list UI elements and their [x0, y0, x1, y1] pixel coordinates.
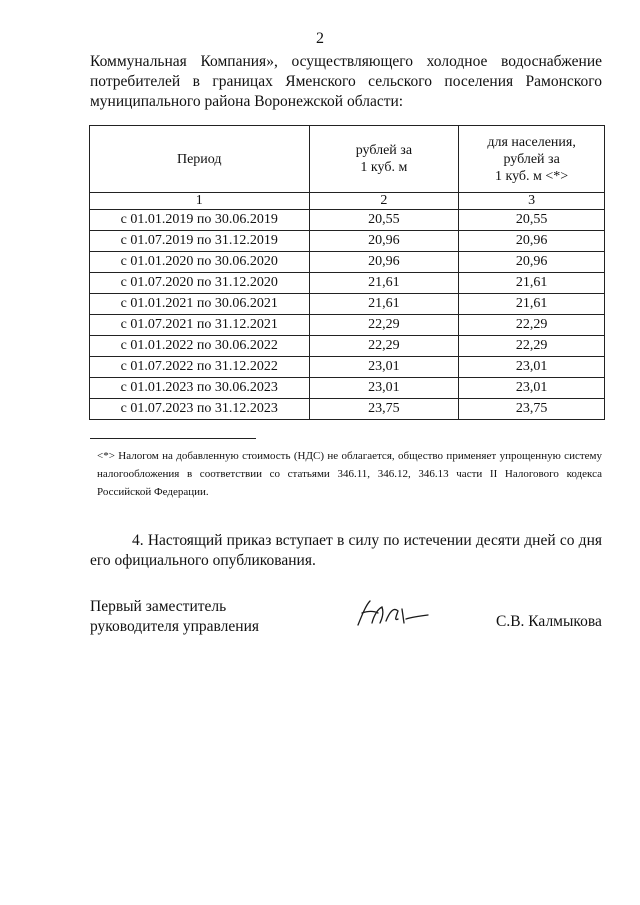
- column-number: 3: [459, 193, 605, 210]
- table-row: [90, 252, 605, 273]
- header-rubles-line1: рублей за: [355, 143, 413, 158]
- table-row: [90, 399, 605, 420]
- cell-period: с 01.01.2022 по 30.06.2022: [90, 336, 310, 357]
- signer-title-line2: руководителя управления: [90, 618, 260, 635]
- handwritten-signature: [352, 597, 432, 631]
- table-row: [90, 357, 605, 378]
- column-number: 2: [309, 193, 459, 210]
- cell-population: 23,01: [459, 378, 605, 399]
- cell-population: 21,61: [459, 273, 605, 294]
- cell-period: с 01.01.2020 по 30.06.2020: [90, 252, 310, 273]
- cell-rubles-per-m3: 22,29: [309, 336, 459, 357]
- intro-paragraph: Коммунальная Компания», осуществляющего холодное водоснабжение потребителей в границах Яменского сельского поселения Рамонского муниципального района Воронежской области:: [90, 53, 602, 110]
- cell-population: 22,29: [459, 336, 605, 357]
- clause-4-paragraph: 4. Настоящий приказ вступает в силу по истечении десяти дней со дня его официального опубликования.: [90, 532, 602, 569]
- cell-rubles-per-m3: 20,96: [309, 252, 459, 273]
- cell-rubles-per-m3: 21,61: [309, 294, 459, 315]
- cell-period: с 01.07.2022 по 31.12.2022: [90, 357, 310, 378]
- cell-period: с 01.01.2019 по 30.06.2019: [90, 210, 310, 231]
- header-population-line3: 1 куб. м <*>: [495, 168, 569, 184]
- cell-population: 20,96: [459, 231, 605, 252]
- table-row: [90, 210, 605, 231]
- cell-period: с 01.01.2023 по 30.06.2023: [90, 378, 310, 399]
- tariff-table: [89, 125, 605, 420]
- page-number: 2: [316, 30, 324, 47]
- cell-rubles-per-m3: 23,75: [309, 399, 459, 420]
- header-population-line2: рублей за: [503, 151, 560, 167]
- header-rubles-line2: 1 куб. м: [360, 160, 408, 175]
- cell-rubles-per-m3: 22,29: [309, 315, 459, 336]
- cell-population: 23,01: [459, 357, 605, 378]
- cell-rubles-per-m3: 20,55: [309, 210, 459, 231]
- cell-period: с 01.07.2021 по 31.12.2021: [90, 315, 310, 336]
- cell-population: 22,29: [459, 315, 605, 336]
- cell-period: с 01.01.2021 по 30.06.2021: [90, 294, 310, 315]
- table-row: [90, 231, 605, 252]
- table-row: [90, 315, 605, 336]
- cell-population: 20,55: [459, 210, 605, 231]
- header-rubles-per-m3: [309, 126, 459, 193]
- table-row: [90, 378, 605, 399]
- header-population-line1: для населения,: [487, 134, 576, 150]
- footnote-text: <*> Налогом на добавленную стоимость (НДС) не облагается, общество применяет упрощенную систему налогообложения в соответствии со статьями 346.11, 346.12, 346.13 части II Налогового кодекса Российской Федерации.: [97, 450, 602, 498]
- header-period: Период: [90, 126, 310, 193]
- table-row: [90, 294, 605, 315]
- footnote-divider: [90, 438, 256, 439]
- cell-population: 21,61: [459, 294, 605, 315]
- column-number: 1: [90, 193, 310, 210]
- column-number-row: [90, 193, 605, 210]
- table-row: [90, 273, 605, 294]
- header-population: [459, 126, 605, 193]
- cell-period: с 01.07.2020 по 31.12.2020: [90, 273, 310, 294]
- signer-name: С.В. Калмыкова: [496, 613, 602, 630]
- table-header-row: [90, 126, 605, 193]
- cell-period: с 01.07.2023 по 31.12.2023: [90, 399, 310, 420]
- cell-rubles-per-m3: 21,61: [309, 273, 459, 294]
- table-row: [90, 336, 605, 357]
- cell-rubles-per-m3: 23,01: [309, 378, 459, 399]
- cell-population: 23,75: [459, 399, 605, 420]
- cell-period: с 01.07.2019 по 31.12.2019: [90, 231, 310, 252]
- cell-rubles-per-m3: 23,01: [309, 357, 459, 378]
- cell-population: 20,96: [459, 252, 605, 273]
- signer-title-line1: Первый заместитель: [90, 598, 227, 615]
- signer-title: [90, 597, 330, 637]
- cell-rubles-per-m3: 20,96: [309, 231, 459, 252]
